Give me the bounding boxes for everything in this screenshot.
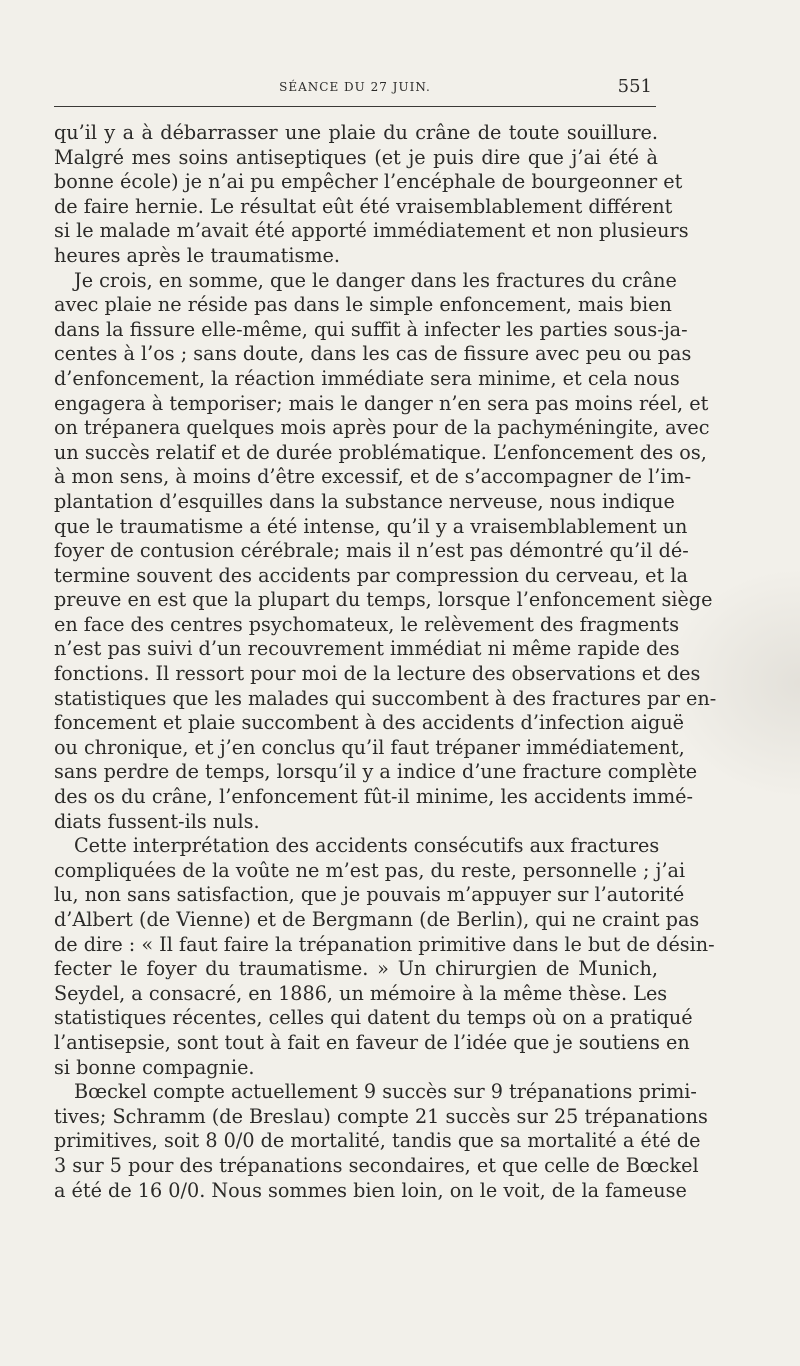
text-line: Bœckel compte actuellement 9 succès sur 9 trépanations primi- xyxy=(74,1080,697,1104)
text-line: d’Albert (de Vienne) et de Bergmann (de Berlin), qui ne craint pas xyxy=(54,908,700,931)
text-line: que le traumatisme a été intense, qu’il y a vraisemblablement un xyxy=(54,514,688,538)
text-line: Malgré mes soins antiseptiques (et je puis dire que j’ai été à xyxy=(54,145,658,169)
text-line: centes à l’os ; sans doute, dans les cas de fissure avec peu ou pas xyxy=(54,342,692,366)
text-line: si le malade m’avait été apporté immédiatement et non plusieurs xyxy=(54,219,689,243)
text-line: sans perdre de temps, lorsqu’il y a indice d’une fracture complète xyxy=(54,760,698,784)
text-line: heures après le traumatisme. xyxy=(54,243,340,267)
text-line: Seydel, a consacré, en 1886, un mémoire à la même thèse. Les xyxy=(54,981,668,1005)
text-line: primitives, soit 8 0/0 de mortalité, tandis que sa mortalité a été de xyxy=(54,1129,701,1153)
text-line: preuve en est que la plupart du temps, lorsque l’enfoncement siège xyxy=(54,588,713,612)
text-line: Cette interprétation des accidents consécutifs aux fractures xyxy=(74,834,660,858)
text-line: un succès relatif et de durée problématique. L’enfoncement des os, xyxy=(54,440,707,464)
text-line: avec plaie ne réside pas dans le simple enfoncement, mais bien xyxy=(54,293,672,317)
text-line: Je crois, en somme, que le danger dans les fractures du crâne xyxy=(74,268,677,292)
text-line: termine souvent des accidents par compression du cerveau, et la xyxy=(54,563,688,587)
text-line: 3 sur 5 pour des trépanations secondaires, et que celle de Bœckel xyxy=(54,1153,699,1177)
text-line: a été de 16 0/0. Nous sommes bien loin, on le voit, de la fameuse xyxy=(54,1178,687,1202)
text-line: diats fussent-ils nuls. xyxy=(54,809,260,833)
text-line: tives; Schramm (de Breslau) compte 21 succès sur 25 trépanations xyxy=(54,1104,708,1128)
text-line: on trépanera quelques mois après pour de la pachyméningite, avec xyxy=(54,416,710,440)
text-line: lu, non sans satisfaction, que je pouvais m’appuyer sur l’autorité xyxy=(54,883,685,907)
page-number: 551 xyxy=(617,76,652,97)
text-line: de faire hernie. Le résultat eût été vraisemblablement différent xyxy=(54,194,673,218)
text-line: à mon sens, à moins d’être excessif, et de s’accompagner de l’im- xyxy=(54,465,692,489)
header-rule xyxy=(54,106,656,107)
text-line: d’enfoncement, la réaction immédiate sera minime, et cela nous xyxy=(54,366,680,390)
text-line: l’antisepsie, sont tout à fait en faveur de l’idée que je soutiens en xyxy=(54,1030,690,1054)
running-head: SÉANCE DU 27 JUIN. xyxy=(279,80,431,94)
text-line: statistiques que les malades qui succombent à des fractures par en- xyxy=(54,686,717,710)
text-line: plantation d’esquilles dans la substance nerveuse, nous indique xyxy=(54,489,675,513)
page-header xyxy=(54,76,656,102)
text-line: en face des centres psychomateux, le relèvement des fragments xyxy=(54,612,680,636)
text-line: compliquées de la voûte ne m’est pas, du reste, personnelle ; j’ai xyxy=(54,858,686,882)
text-line: de dire : « Il faut faire la trépanation primitive dans le but de désin- xyxy=(54,932,715,956)
text-line: dans la fissure elle-même, qui suffit à infecter les parties sous-ja- xyxy=(54,317,688,341)
text-line: foncement et plaie succombent à des accidents d’infection aiguë xyxy=(54,711,685,735)
text-line: ou chronique, et j’en conclus qu’il faut trépaner immédiatement, xyxy=(54,735,685,759)
text-line: engagera à temporiser; mais le danger n’en sera pas moins réel, et xyxy=(54,391,709,415)
text-line: des os du crâne, l’enfoncement fût-il minime, les accidents immé- xyxy=(54,785,693,809)
text-line: fonctions. Il ressort pour moi de la lecture des observations et des xyxy=(54,662,701,686)
text-line: bonne école) je n’ai pu empêcher l’encéphale de bourgeonner et xyxy=(54,170,683,194)
body-text xyxy=(54,121,717,1203)
text-line: fecter le foyer du traumatisme. » Un chirurgien de Munich, xyxy=(54,957,658,981)
text-line: si bonne compagnie. xyxy=(54,1055,255,1079)
text-line: n’est pas suivi d’un recouvrement immédiat ni même rapide des xyxy=(54,637,680,661)
text-line: statistiques récentes, celles qui datent du temps où on a pratiqué xyxy=(54,1006,693,1030)
text-line: qu’il y a à débarrasser une plaie du crâne de toute souillure. xyxy=(54,121,658,144)
text-line: foyer de contusion cérébrale; mais il n’est pas démontré qu’il dé- xyxy=(54,539,689,563)
